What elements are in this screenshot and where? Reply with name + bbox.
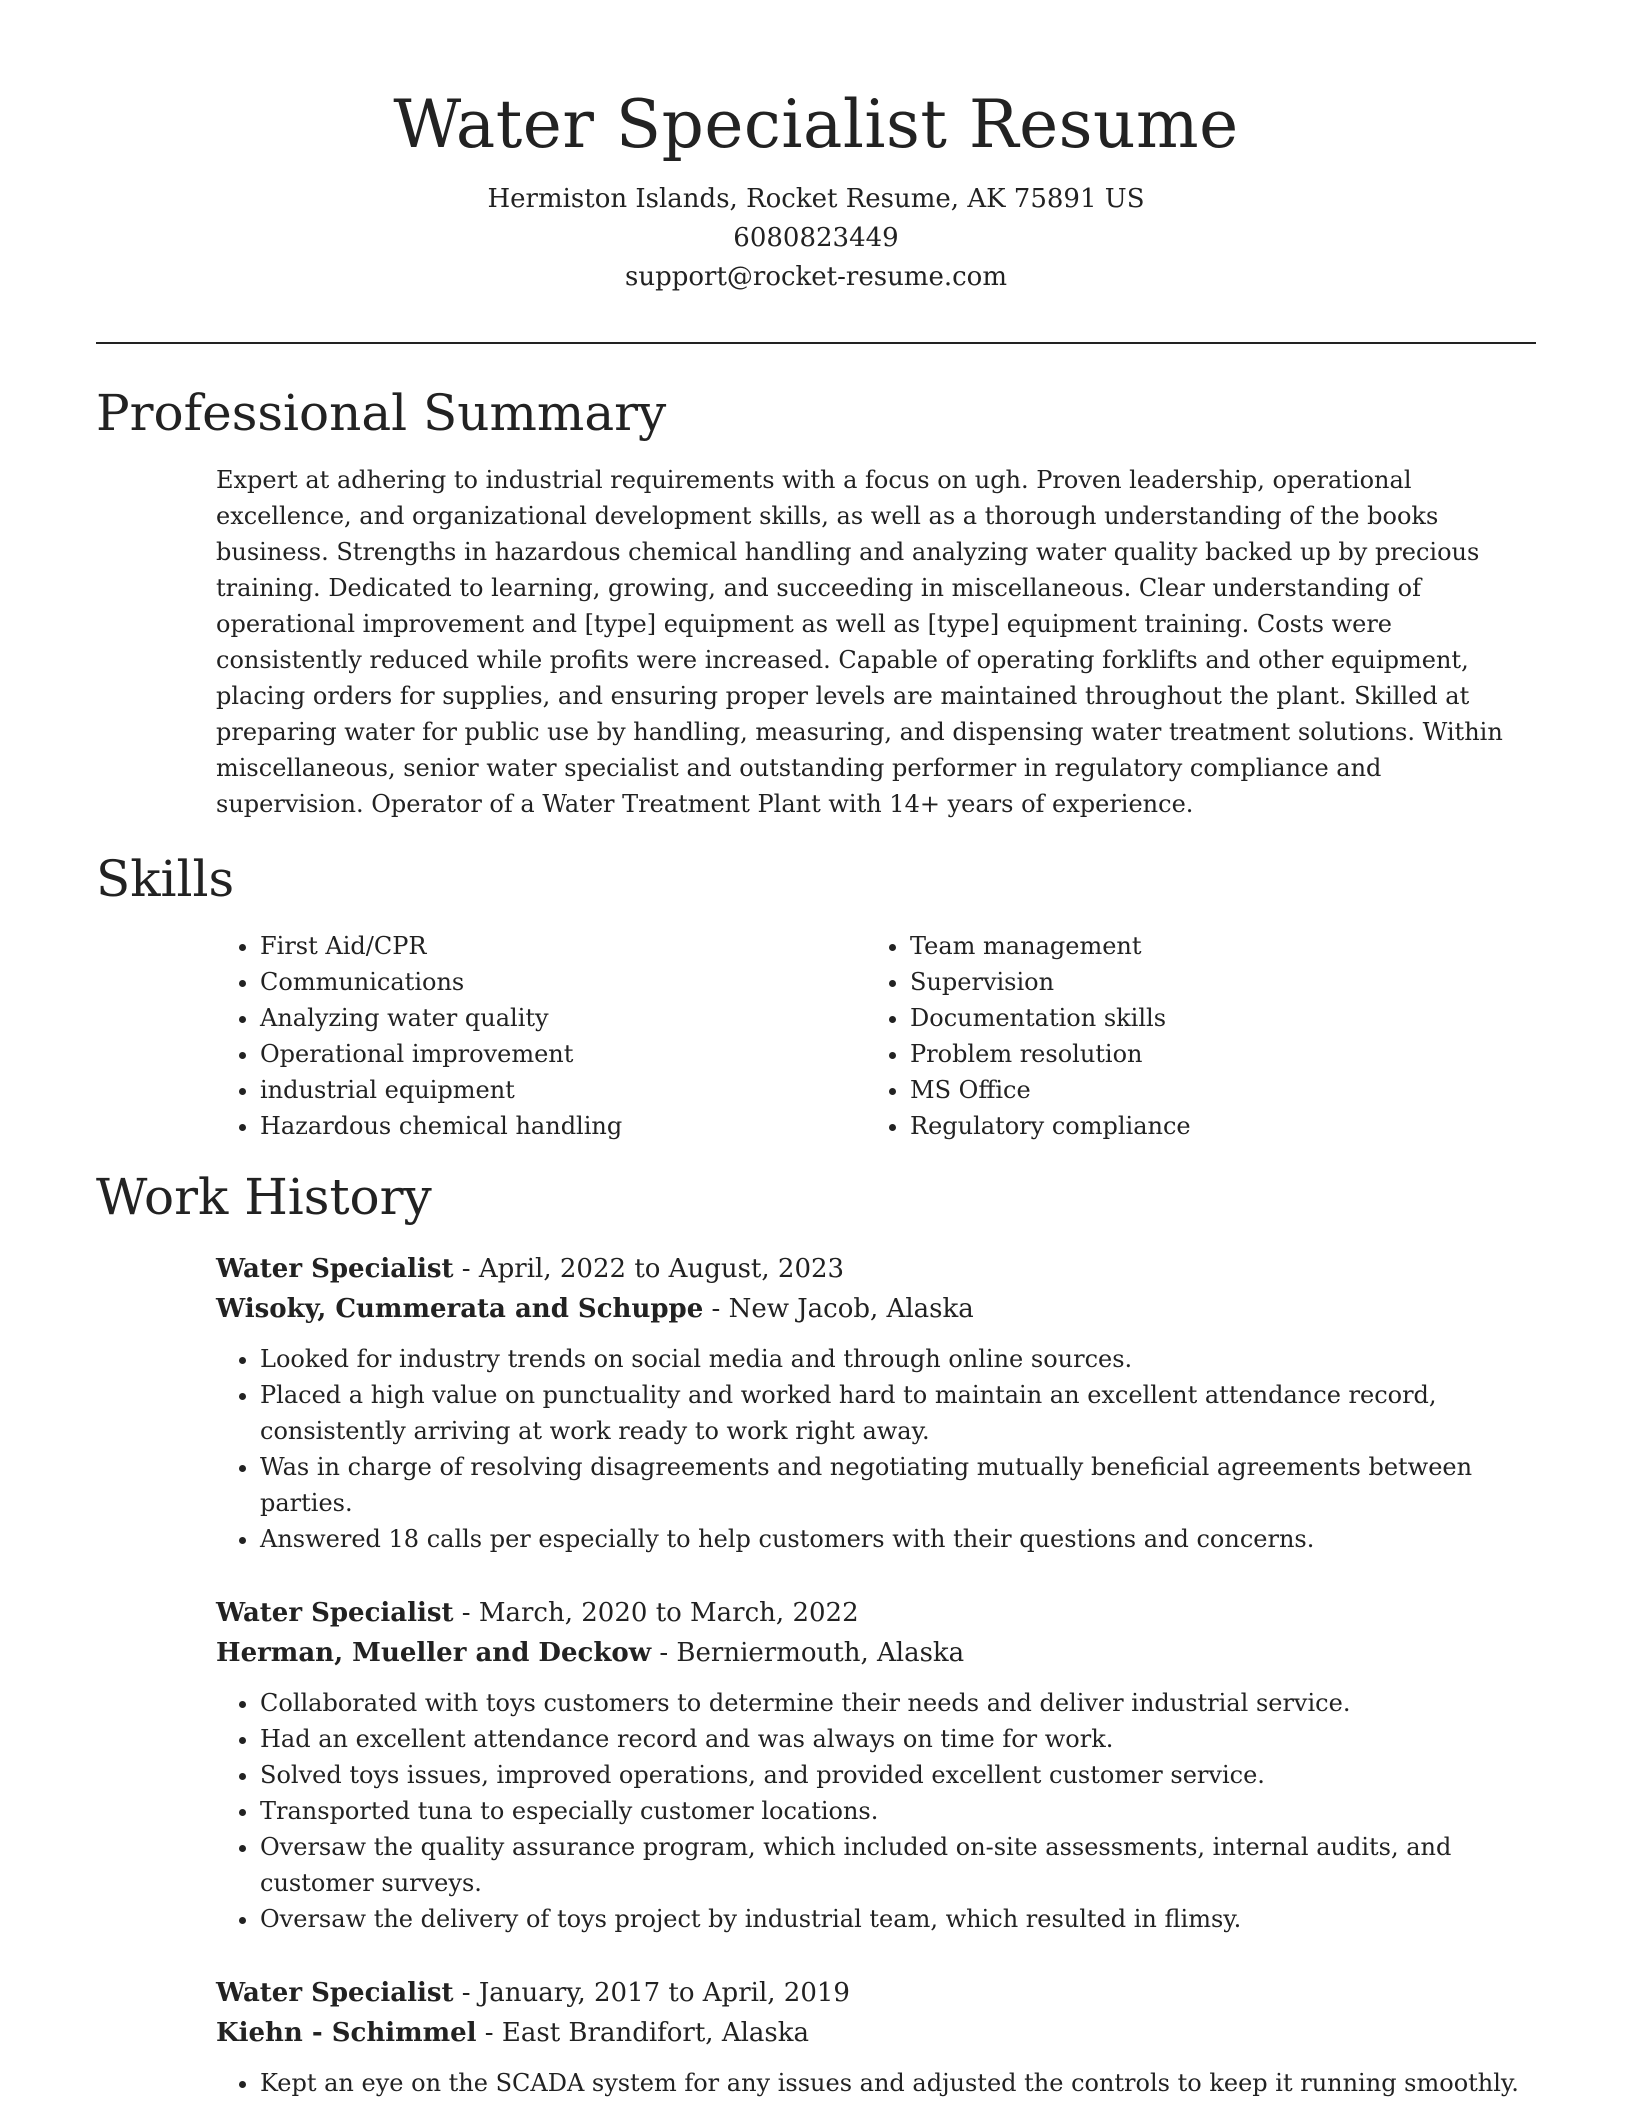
skills-list: [216, 928, 1536, 1144]
resume-header: [0, 80, 1632, 297]
job-bullet: • Transported tuna to especially customer locations.: [260, 1793, 1536, 1829]
job-company: Herman, Mueller and Deckow: [216, 1638, 652, 1668]
contact-email: support@rocket-resume.com: [624, 262, 1007, 292]
job-bullet: • Had an excellent attendance record and was always on time for work.: [260, 1721, 1536, 1757]
job-bullet: • Collaborated with toys customers to determine their needs and deliver industrial service.: [260, 1685, 1536, 1721]
job-title: Water Specialist: [216, 1598, 454, 1628]
job-bullet: • Oversaw the delivery of toys project by industrial team, which resulted in flimsy.: [260, 1901, 1536, 1937]
skill-item: • Hazardous chemical handling: [260, 1108, 866, 1144]
job-bullet: • Kept an eye on the SCADA system for any issues and adjusted the controls to keep it running smoothly.: [260, 2065, 1536, 2101]
job-bullet: • Solved toys issues, improved operations, and provided excellent customer service.: [260, 1757, 1536, 1793]
contact-address: Hermiston Islands, Rocket Resume, AK 75891 US: [487, 184, 1145, 214]
job-bullets: [216, 2065, 1536, 2101]
job-location: New Jacob, Alaska: [728, 1294, 974, 1324]
skill-item: • industrial equipment: [260, 1072, 866, 1108]
skill-item: • Documentation skills: [910, 1000, 1516, 1036]
job-bullets: [216, 1685, 1536, 1937]
job-company: Wisoky, Cummerata and Schuppe: [216, 1294, 704, 1324]
skill-item: • Problem resolution: [910, 1036, 1516, 1072]
summary-heading: Professional Summary: [96, 384, 667, 442]
job-bullets: [216, 1341, 1536, 1557]
job-bullet: • Oversaw the quality assurance program, which included on-site assessments, internal audits, and customer surveys.: [260, 1829, 1536, 1901]
job-company: Kiehn - Schimmel: [216, 2018, 477, 2048]
skill-item: • Supervision: [910, 964, 1516, 1000]
job-dates: April, 2022 to August, 2023: [478, 1254, 845, 1284]
job-title-line: Water Specialist - March, 2020 to March, 2022: [216, 1598, 859, 1628]
job-dates: January, 2017 to April, 2019: [478, 1978, 850, 2008]
header-divider: [96, 342, 1536, 344]
job-title-line: Water Specialist - April, 2022 to August, 2023: [216, 1254, 845, 1284]
skill-item: • Operational improvement: [260, 1036, 866, 1072]
work-history-list: [216, 1249, 1536, 2112]
summary-text: Expert at adhering to industrial requirements with a focus on ugh. Proven leadership, operational excellence, and organizational development skills, as well as a thorough understanding of the books business. Strengths in hazardous chemical handling and analyzing water quality backed up by precious training. Dedicated to learning, growing, and succeeding in miscellaneous. Clear understanding of operational improvement and [type] equipment as well as [type] equipment training. Costs were consistently reduced while profits were increased. Capable of operating forklifts and other equipment, placing orders for supplies, and ensuring proper levels are maintained throughout the plant. Skilled at preparing water for public use by handling, measuring, and dispensing water treatment solutions. Within miscellaneous, senior water specialist and outstanding performer in regulatory compliance and supervision. Operator of a Water Treatment Plant with 14+ years of experience.: [216, 466, 1503, 818]
skill-item: • First Aid/CPR: [260, 928, 866, 964]
job-bullet: • Placed a high value on punctuality and worked hard to maintain an excellent attendance record, consistently arriving at work ready to work right away.: [260, 1377, 1536, 1449]
job-bullet: • Was in charge of resolving disagreements and negotiating mutually beneficial agreements between parties.: [260, 1449, 1536, 1521]
job-title: Water Specialist: [216, 1978, 454, 2008]
contact-phone: 6080823449: [733, 223, 899, 253]
skills-column-right: [866, 928, 1516, 1144]
job-company-line: Herman, Mueller and Deckow - Berniermouth, Alaska: [216, 1638, 965, 1668]
skills-column-left: [216, 928, 866, 1144]
job-dates: March, 2020 to March, 2022: [478, 1598, 859, 1628]
job-company-line: Wisoky, Cummerata and Schuppe - New Jacob, Alaska: [216, 1294, 974, 1324]
job-entry: [216, 1973, 1536, 2101]
job-entry: [216, 1249, 1536, 1557]
job-location: East Brandifort, Alaska: [501, 2018, 810, 2048]
job-location: Berniermouth, Alaska: [676, 1638, 965, 1668]
job-company-line: Kiehn - Schimmel - East Brandifort, Alaska: [216, 2018, 810, 2048]
skill-item: • Analyzing water quality: [260, 1000, 866, 1036]
job-title: Water Specialist: [216, 1254, 454, 1284]
work-history-heading: Work History: [96, 1168, 432, 1226]
job-entry: [216, 1593, 1536, 1937]
contact-info: [0, 180, 1632, 297]
job-bullet: • Looked for industry trends on social media and through online sources.: [260, 1341, 1536, 1377]
skill-item: • Regulatory compliance: [910, 1108, 1516, 1144]
skill-item: • MS Office: [910, 1072, 1516, 1108]
job-bullet: • Answered 18 calls per especially to help customers with their questions and concerns.: [260, 1521, 1536, 1557]
skills-heading: Skills: [96, 850, 235, 908]
resume-title: Water Specialist Resume: [393, 86, 1239, 163]
skill-item: • Communications: [260, 964, 866, 1000]
skill-item: • Team management: [910, 928, 1516, 964]
job-title-line: Water Specialist - January, 2017 to April, 2019: [216, 1978, 850, 2008]
